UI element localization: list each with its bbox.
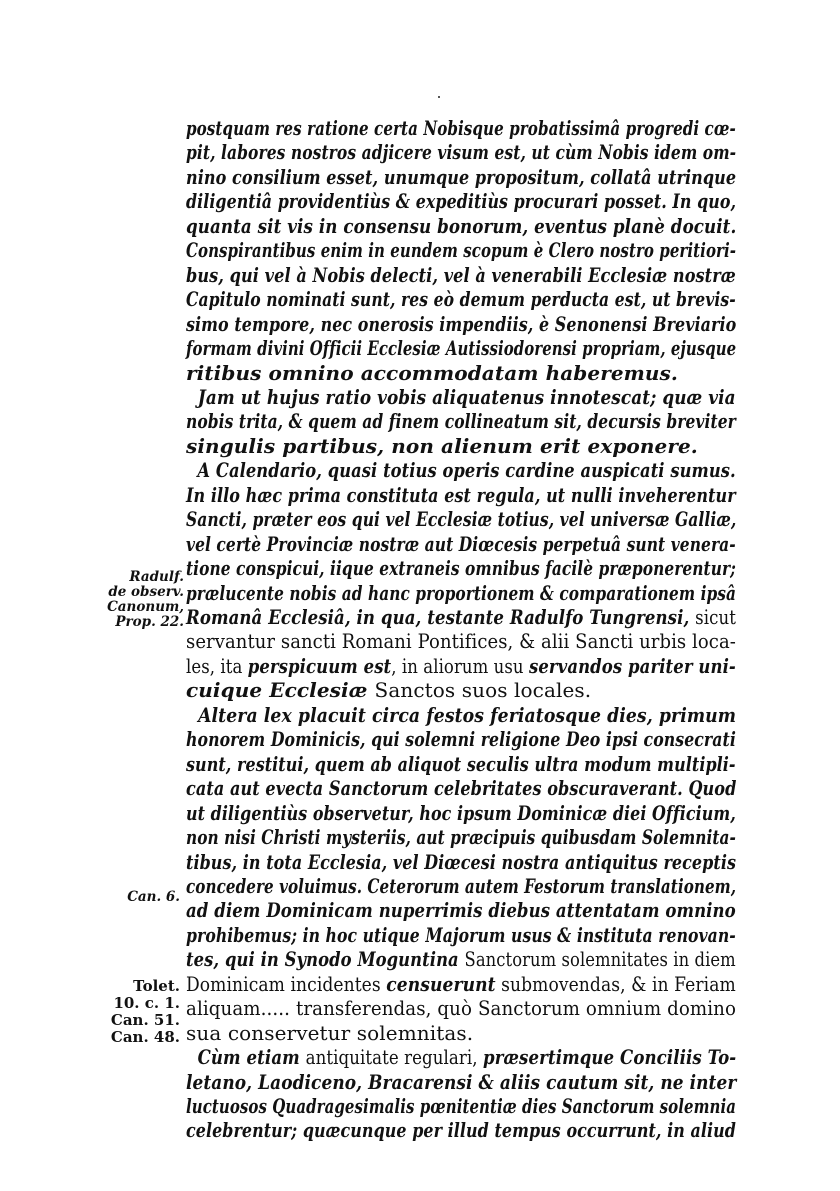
text-line bbox=[186, 971, 736, 997]
text-line bbox=[186, 116, 736, 141]
text-line bbox=[186, 458, 736, 483]
text-line bbox=[186, 996, 737, 1021]
text-segment: formam divini Officii Ecclesiæ Autissiodorensi propriam, ejusque bbox=[186, 336, 737, 361]
text-segment: diligentiâ providentiùs & expeditiùs procurari posset. In quo, bbox=[186, 189, 737, 214]
text-segment: servantur sancti Romani Pontifices, & alii Sancti urbis loca- bbox=[186, 629, 736, 654]
text-segment: tibus, in tota Ecclesia, vel Diœcesi nostra antiquitus receptis bbox=[186, 849, 737, 874]
text-segment: sua conservetur solemnitas. bbox=[186, 1020, 474, 1045]
text-segment: simo tempore, nec onerosis impendiis, è Senonensi Breviario bbox=[186, 311, 737, 336]
text-line bbox=[186, 140, 737, 165]
text-line bbox=[186, 361, 734, 386]
text-segment: Conspirantibus enim in eundem scopum è Clero nostro peritiori- bbox=[186, 238, 737, 263]
text-line bbox=[186, 287, 736, 312]
text-line bbox=[186, 825, 736, 850]
text-segment: concedere voluimus. Ceterorum autem Festorum translationem, bbox=[186, 873, 737, 898]
text-line bbox=[186, 678, 734, 703]
text-line bbox=[186, 531, 736, 557]
text-segment: vel certè Provinciæ nostræ aut Diœcesis perpetuâ sunt venera- bbox=[186, 531, 736, 556]
text-segment: Dominicam incidentes bbox=[186, 971, 387, 996]
text-line bbox=[186, 1069, 737, 1095]
text-line bbox=[186, 1045, 737, 1070]
text-segment: Sancti, præter eos qui vel Ecclesiæ totius, vel universæ Galliæ, bbox=[186, 507, 737, 532]
text-line bbox=[186, 629, 736, 654]
text-line bbox=[186, 189, 737, 214]
text-line bbox=[186, 238, 737, 263]
margin-note-line: de observ. bbox=[108, 584, 184, 600]
text-line bbox=[186, 409, 736, 434]
text-segment: honorem Dominicis, qui solemni religione Deo ipsi consecrati bbox=[186, 727, 736, 752]
text-line bbox=[186, 653, 736, 679]
margin-note-can6 bbox=[100, 890, 180, 905]
text-segment: tione conspicui, iique extraneis omnibus facilè præponerentur; bbox=[186, 556, 736, 581]
margin-note-line: Can. 6. bbox=[127, 889, 180, 905]
text-segment: A Calendario, quasi totius operis cardine auspicati sumus. bbox=[197, 458, 736, 483]
text-segment: quanta sit vis in consensu bonorum, eventus planè docuit. bbox=[186, 213, 737, 238]
text-segment: antiquitate regulari, bbox=[305, 1045, 484, 1070]
text-line bbox=[186, 213, 737, 239]
text-segment: bus, qui vel à Nobis delecti, vel à venerabili Ecclesiæ nostræ bbox=[186, 262, 736, 287]
text-line bbox=[186, 580, 737, 606]
ink-speck bbox=[438, 96, 440, 98]
text-line bbox=[186, 800, 736, 826]
text-segment: nino consilium esset, unumque propositum, collatâ utrinque bbox=[186, 164, 737, 189]
text-segment: submovendas, & in Feriam bbox=[495, 971, 736, 996]
text-segment: Romanâ Ecclesiâ, in qua, testante Radulfo Tungrensi, bbox=[186, 605, 696, 629]
text-line bbox=[186, 556, 736, 581]
text-line bbox=[186, 776, 737, 801]
text-segment: aliquam..... transferendas, quò Sanctorum omnium domino bbox=[186, 996, 737, 1021]
text-line bbox=[186, 336, 737, 361]
text-segment: Altera lex placuit circa festos feriatosque dies, primum bbox=[198, 702, 737, 727]
text-segment: sicut bbox=[695, 605, 736, 629]
text-line bbox=[186, 898, 736, 923]
text-segment: perspicuum est bbox=[247, 653, 392, 678]
text-segment: Sanctos suos locales. bbox=[374, 678, 592, 703]
text-line bbox=[186, 434, 734, 459]
text-line bbox=[186, 947, 736, 972]
text-line bbox=[186, 164, 737, 190]
text-segment: les, ita bbox=[186, 653, 248, 678]
text-segment: celebrentur; quæcunque per illud tempus occurrunt, in aliud bbox=[186, 1118, 736, 1143]
margin-note-line: Tolet. bbox=[133, 977, 180, 995]
text-line bbox=[186, 262, 736, 288]
text-segment: Sanctorum solemnitates in diem bbox=[464, 947, 736, 972]
text-segment: tes, qui in Synodo Moguntina bbox=[186, 947, 465, 972]
text-segment: postquam res ratione certa Nobisque probatissimâ progredi cœ- bbox=[186, 116, 736, 140]
text-line bbox=[186, 311, 737, 337]
text-line bbox=[186, 1021, 734, 1046]
margin-note-line: Can. 51. bbox=[110, 1011, 180, 1029]
text-line bbox=[186, 605, 736, 630]
margin-note-line: Radulf. bbox=[129, 569, 184, 585]
margin-note-line: Prop. 22. bbox=[115, 614, 184, 630]
text-segment: letano, Laodiceno, Bracarensi & aliis cautum sit, ne inter bbox=[186, 1069, 737, 1094]
text-segment: cata aut evecta Sanctorum celebritates obscuraverant. Quod bbox=[186, 776, 737, 801]
text-segment: pit, labores nostros adjicere visum est, ut cùm Nobis idem om- bbox=[186, 140, 737, 165]
text-segment: sunt, restitui, quem ab aliquot seculis ultra modum multipli- bbox=[186, 751, 736, 776]
text-line bbox=[186, 922, 736, 948]
text-segment: cuique Ecclesiæ bbox=[186, 678, 375, 703]
text-segment: singulis partibus, non alienum erit exponere. bbox=[186, 433, 698, 458]
text-line bbox=[186, 751, 736, 777]
text-segment: nobis trita, & quem ad finem collineatum sit, decursis breviter bbox=[186, 409, 736, 434]
margin-note-tolet bbox=[100, 978, 180, 1046]
text-segment: ad diem Dominicam nuperrimis diebus attentatam omnino bbox=[186, 898, 736, 923]
margin-note-line: Canonum, bbox=[107, 599, 184, 615]
text-line bbox=[186, 482, 736, 508]
margin-note-line: 10. c. 1. bbox=[113, 994, 180, 1012]
text-segment: præsertimque Conciliis To- bbox=[483, 1045, 737, 1070]
margin-note-line: Can. 48. bbox=[110, 1028, 180, 1046]
text-segment: non nisi Christi mysteriis, aut præcipuis quibusdam Solemnita- bbox=[186, 825, 736, 850]
text-line bbox=[186, 1118, 736, 1143]
text-line bbox=[186, 1094, 736, 1119]
text-segment: , in aliorum usu bbox=[391, 653, 529, 678]
text-segment: prohibemus; in hoc utique Majorum usus & instituta renovan- bbox=[186, 922, 736, 947]
text-line bbox=[186, 507, 737, 532]
margin-note-radulf bbox=[104, 570, 184, 630]
text-segment: servandos pariter uni- bbox=[528, 653, 736, 678]
text-segment: ut diligentiùs observetur, hoc ipsum Dominicæ diei Officium, bbox=[186, 800, 736, 825]
text-line bbox=[186, 849, 737, 875]
text-segment: luctuosos Quadragesimalis pœnitentiæ dies Sanctorum solemnia bbox=[186, 1094, 736, 1118]
text-segment: censuerunt bbox=[386, 971, 496, 996]
text-segment: Capitulo nominati sunt, res eò demum perducta est, ut brevis- bbox=[186, 287, 736, 312]
text-segment: ritibus omnino accommodatam haberemus. bbox=[186, 360, 678, 385]
text-line bbox=[186, 384, 736, 410]
text-segment: prælucente nobis ad hanc proportionem & comparationem ipsâ bbox=[186, 580, 737, 605]
text-line bbox=[186, 727, 736, 752]
text-segment: Jam ut hujus ratio vobis aliquatenus innotescat; quæ via bbox=[197, 384, 736, 409]
text-line bbox=[186, 873, 737, 899]
text-line bbox=[186, 702, 737, 728]
text-segment: Cùm etiam bbox=[197, 1045, 306, 1070]
text-segment: In illo hæc prima constituta est regula, ut nulli inveherentur bbox=[186, 482, 736, 507]
